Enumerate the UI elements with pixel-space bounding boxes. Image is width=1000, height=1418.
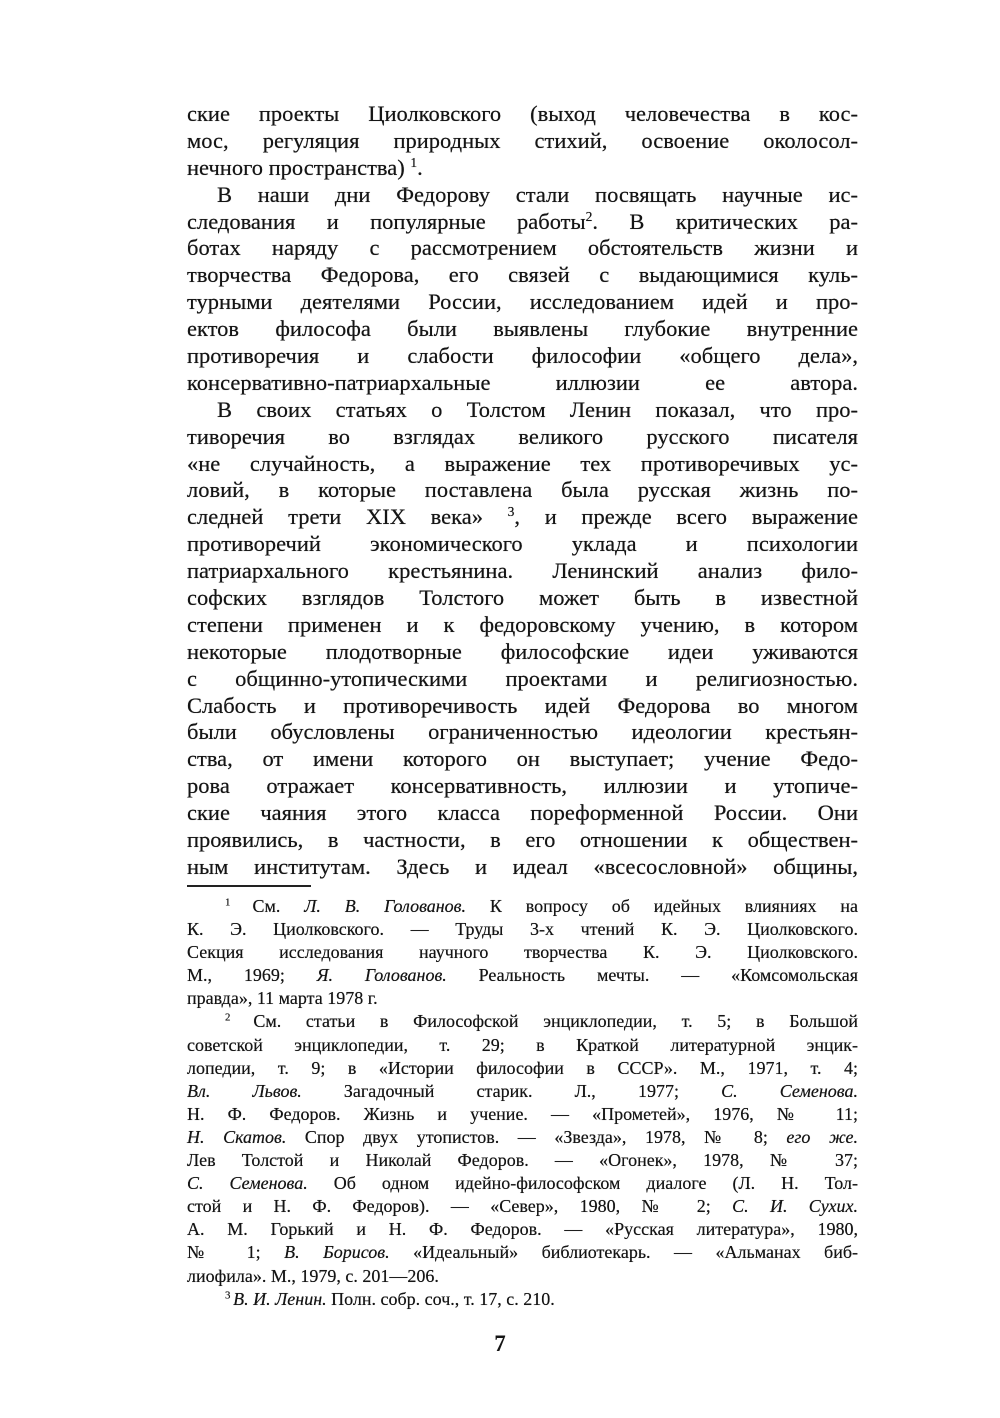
text-segment: Лев Толстой и Николай Федоров. — «Огонек», 1978, № 37;	[187, 1150, 858, 1171]
main-text	[187, 101, 858, 881]
text-line	[187, 693, 858, 720]
text-line	[187, 209, 858, 236]
text-segment: ектов философа были выявлены глубокие внутренние	[187, 316, 858, 342]
text-segment: В своих статьях о Толстом Ленин показал, что про-	[217, 396, 858, 422]
text-segment: степени применен и к федоровскому учению, в котором	[187, 611, 858, 637]
text-segment: рова отражает консервативность, иллюзии и утопиче-	[187, 773, 858, 799]
text-segment: с общинно-утопическими проектами и религиозностью.	[187, 665, 858, 691]
author-name: Вл. Львов.	[187, 1080, 302, 1101]
text-segment: противоречия и слабости философии «общего дела»,	[187, 343, 858, 369]
author-name: В. Борисов.	[284, 1242, 390, 1263]
text-line	[187, 316, 858, 343]
text-line	[187, 155, 858, 182]
text-line	[187, 101, 858, 128]
text-line	[187, 1265, 858, 1288]
footnote-ref: 3	[225, 1289, 234, 1302]
text-line	[187, 1195, 858, 1218]
text-line	[187, 235, 858, 262]
text-segment: лиофила». М., 1979, с. 201—206.	[187, 1265, 439, 1286]
text-line	[187, 1218, 858, 1241]
footnote-divider	[187, 885, 311, 887]
text-line	[187, 1057, 858, 1080]
text-segment: ские чаяния этого класса пореформенной России. Они	[187, 800, 858, 826]
footnote-ref: 2	[225, 1012, 254, 1024]
page-number: 7	[494, 1331, 506, 1356]
text-segment: Секция исследования научного творчества К. Э. Циолковского.	[187, 942, 858, 963]
text-segment: творчества Федорова, его связей с выдающимися куль-	[187, 262, 858, 288]
text-line	[187, 558, 858, 585]
author-name: его же.	[786, 1126, 858, 1147]
paragraph	[187, 182, 858, 397]
paragraph	[187, 101, 858, 182]
text-segment: «Идеальный» библиотекарь. — «Альманах биб-	[389, 1242, 858, 1263]
author-name: Л. В. Голованов.	[304, 896, 466, 916]
footnote-ref: 2	[585, 208, 593, 224]
text-segment: лопедии, т. 9; в «Истории философии в СССР». М., 1971, т. 4;	[187, 1057, 858, 1078]
text-line	[187, 397, 858, 424]
text-line	[187, 1149, 858, 1172]
text-line	[187, 504, 858, 531]
text-line	[187, 585, 858, 612]
text-segment: См. статьи в Философской энциклопедии, т. 5; в Большой	[253, 1011, 858, 1032]
text-segment: были обусловлены ограниченностью идеологии крестьян-	[187, 719, 858, 745]
text-line	[187, 451, 858, 478]
text-segment: следней трети XIX века»	[187, 504, 508, 530]
footnote	[187, 1288, 858, 1311]
text-segment: Об одном идейно-философском диалоге (Л. Н. Тол-	[307, 1173, 858, 1194]
text-segment: софских взглядов Толстого может быть в известной	[187, 585, 858, 611]
author-name: С. И. Сухих.	[732, 1196, 859, 1217]
text-segment: Полн. собр. соч., т. 17, с. 210.	[326, 1288, 555, 1309]
author-name: В. И. Ленин.	[233, 1288, 327, 1309]
text-line	[187, 773, 858, 800]
text-segment: .	[417, 154, 423, 180]
text-segment: ские проекты Циолковского (выход человечества в кос-	[187, 101, 858, 126]
text-line	[187, 800, 858, 827]
text-line	[187, 612, 858, 639]
text-segment: № 1;	[187, 1242, 285, 1263]
text-line	[187, 941, 858, 964]
text-segment: Слабость и противоречивость идей Федорова во многом	[187, 692, 858, 718]
text-line	[187, 370, 858, 397]
text-segment: мос, регуляция природных стихий, освоение околосол-	[187, 127, 858, 153]
text-segment: ботах наряду с рассмотрением обстоятельств жизни и	[187, 235, 858, 261]
text-line	[187, 1126, 858, 1149]
footnote-ref: 3	[507, 504, 515, 520]
footnote-ref: 1	[225, 896, 253, 909]
text-segment: Загадочный старик. Л., 1977;	[301, 1080, 722, 1101]
text-segment: нечного пространства)	[187, 154, 411, 180]
paragraph	[187, 397, 858, 881]
text-line	[187, 1034, 858, 1057]
text-segment: , и прежде всего выражение	[514, 504, 858, 530]
text-line	[187, 639, 858, 666]
text-segment: некоторые плодотворные философские идеи уживаются	[187, 638, 858, 664]
text-segment: противоречий экономического уклада и психологии	[187, 531, 858, 557]
text-line	[187, 854, 858, 881]
text-segment: следования и популярные работы	[187, 208, 586, 234]
text-segment: Н. Ф. Федоров. Жизнь и учение. — «Прометей», 1976, № 11;	[187, 1103, 858, 1124]
text-segment: ства, от имени которого он выступает; учение Федо-	[187, 746, 858, 772]
text-segment: турными деятелями России, исследованием идей и про-	[187, 289, 858, 315]
text-line	[187, 1241, 858, 1264]
author-name: Н. Скатов.	[187, 1126, 287, 1147]
text-segment: В наши дни Федорову стали посвящать научные ис-	[217, 181, 858, 207]
text-segment: ным институтам. Здесь и идеал «всесословной» общины,	[187, 853, 858, 879]
text-line	[187, 262, 858, 289]
text-segment: стой и Н. Ф. Федоров). — «Север», 1980, № 2;	[187, 1196, 733, 1217]
text-line	[187, 128, 858, 155]
text-segment: консервативно-патриархальные иллюзии ее автора.	[187, 369, 858, 395]
text-line	[187, 918, 858, 941]
text-line	[187, 895, 858, 918]
text-segment: ловий, в которые поставлена была русская жизнь по-	[187, 477, 858, 503]
text-segment: А. М. Горький и Н. Ф. Федоров. — «Русская литература», 1980,	[187, 1219, 858, 1240]
text-line	[187, 1010, 858, 1033]
text-segment: тиворечия во взглядах великого русского писателя	[187, 423, 858, 449]
text-line	[187, 666, 858, 693]
footnote	[187, 1010, 858, 1287]
text-segment: советской энциклопедии, т. 29; в Краткой литературной энцик-	[187, 1034, 858, 1055]
text-segment: Спор двух утопистов. — «Звезда», 1978, № 8;	[286, 1126, 787, 1147]
text-line	[187, 987, 858, 1010]
text-line	[187, 827, 858, 854]
text-segment: Реальность мечты. — «Комсомольская	[446, 965, 858, 986]
text-segment: патриархального крестьянина. Ленинский анализ фило-	[187, 558, 858, 584]
text-line	[187, 289, 858, 316]
text-line	[187, 531, 858, 558]
text-line	[187, 1080, 858, 1103]
text-line	[187, 1103, 858, 1126]
text-segment: проявились, в частности, в его отношении к обществен-	[187, 827, 858, 853]
author-name: С. Семенова.	[721, 1080, 859, 1101]
text-segment: К. Э. Циолковского. — Труды 3-х чтений К. Э. Циолковского.	[187, 919, 858, 940]
author-name: С. Семенова.	[187, 1173, 308, 1194]
text-line	[187, 424, 858, 451]
text-segment: . В критических ра-	[592, 208, 859, 234]
text-line	[187, 477, 858, 504]
text-segment: К вопросу об идейных влияниях на	[466, 896, 858, 916]
text-line	[187, 719, 858, 746]
footnote	[187, 895, 858, 1010]
text-segment: См.	[252, 896, 305, 916]
text-line	[187, 964, 858, 987]
author-name: Я. Голованов.	[316, 965, 447, 986]
text-line	[187, 1288, 858, 1311]
text-segment: «не случайность, а выражение тех противоречивых ус-	[187, 450, 858, 476]
text-line	[187, 343, 858, 370]
text-line	[187, 746, 858, 773]
footnotes	[187, 895, 858, 1311]
text-line	[187, 1172, 858, 1195]
text-segment: правда», 11 марта 1978 г.	[187, 988, 378, 1009]
text-line	[187, 182, 858, 209]
text-segment: М., 1969;	[187, 965, 317, 986]
footnote-ref: 1	[410, 154, 418, 170]
